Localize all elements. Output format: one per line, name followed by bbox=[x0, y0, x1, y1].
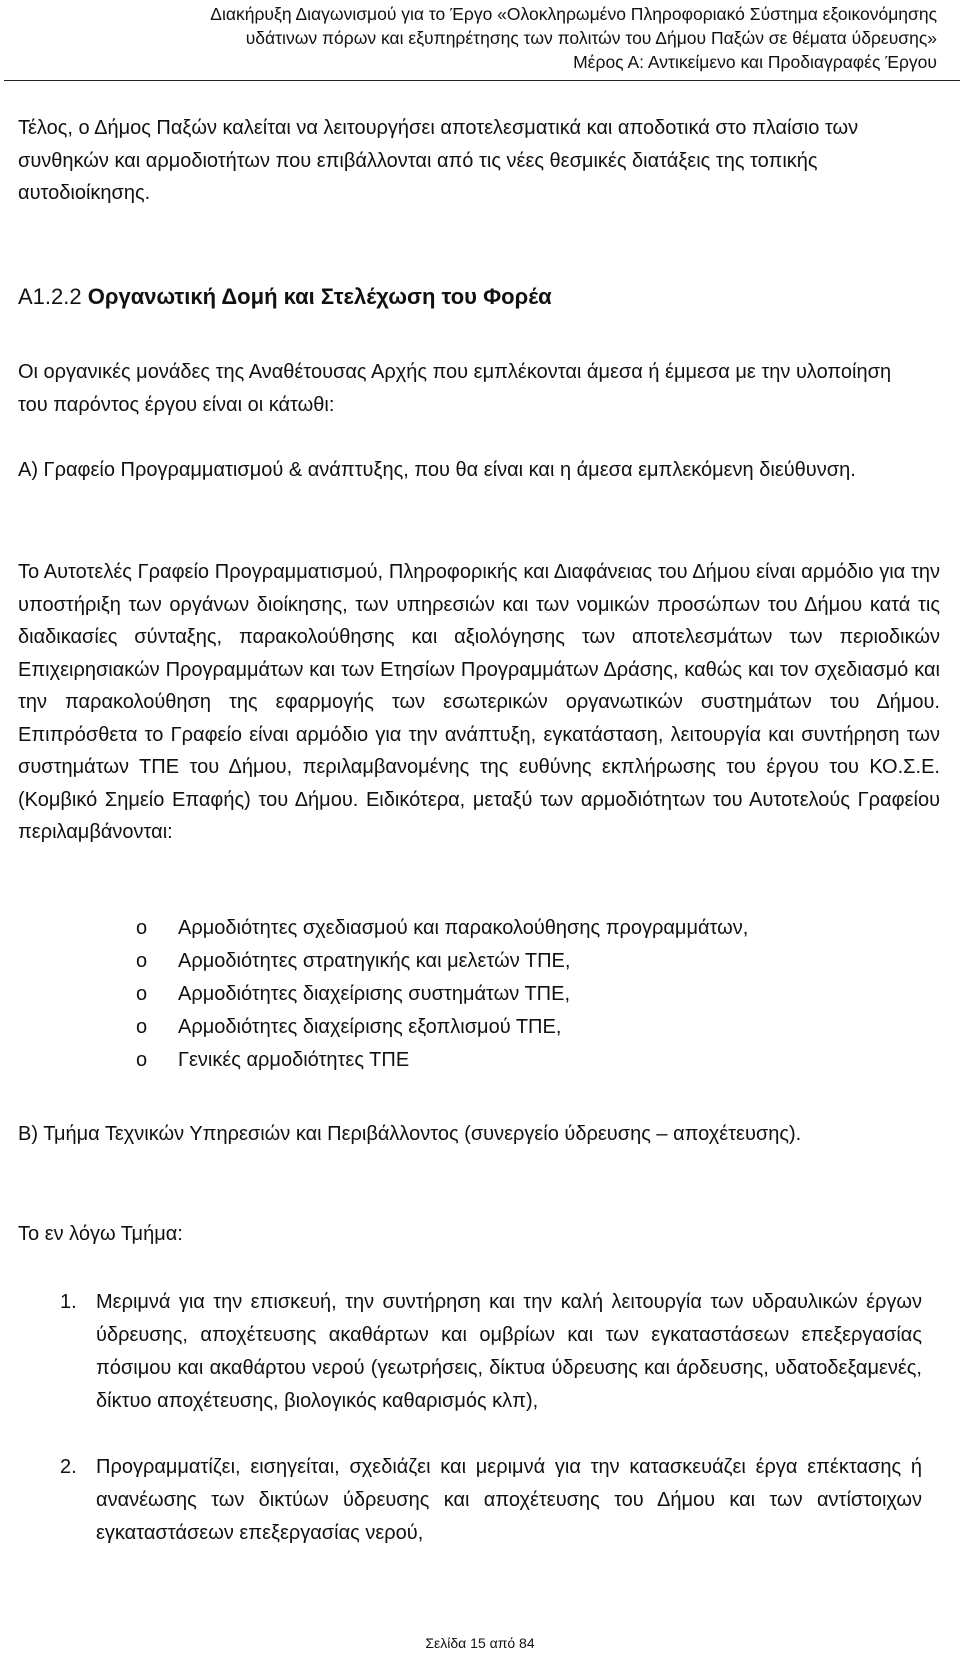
page-number: Σελίδα 15 από 84 bbox=[425, 1635, 535, 1651]
list-item: o Αρμοδιότητες διαχείρισης συστημάτων ΤΠΕ, bbox=[136, 978, 926, 1011]
header-line-3: Μέρος Α: Αντικείμενο και Προδιαγραφές Έργου bbox=[573, 52, 937, 72]
list-item: o Γενικές αρμοδιότητες ΤΠΕ bbox=[136, 1044, 926, 1077]
bullet-marker: o bbox=[136, 983, 148, 1005]
header-line-1: Διακήρυξη Διαγωνισμού για το Έργο «Ολοκληρωμένο Πληροφοριακό Σύστημα εξοικονόμησης bbox=[210, 4, 937, 24]
section-heading bbox=[18, 282, 552, 312]
list-item: 1. Μεριμνά για την επισκευή, την συντήρηση και την καλή λειτουργία των υδραυλικών έργων ύδρευσης, αποχέτευσης ακαθάρτων και ομβρίων και των εγκαταστάσεων επεξεργασίας πόσιμου και ακαθάρτου νερού (γεωτρήσεις, δίκτυα ύδρευσης και άρδευσης, υδατοδεξαμενές, δίκτυο αποχέτευσης, βιολογικός καθαρισμός κλπ), bbox=[60, 1286, 922, 1418]
responsibilities-list bbox=[136, 912, 926, 1077]
header-line-2: υδάτινων πόρων και εξυπηρέτησης των πολιτών του Δήμου Παξών σε θέματα ύδρευσης» bbox=[245, 28, 937, 48]
unit-a-title: Α) Γραφείο Προγραμματισμού & ανάπτυξης, που θα είναι και η άμεσα εμπλεκόμενη διεύθυνση. bbox=[18, 459, 856, 481]
bullet-marker: o bbox=[136, 1016, 148, 1038]
unit-b-subtitle: Το εν λόγω Τμήμα: bbox=[18, 1223, 183, 1245]
list-item: o Αρμοδιότητες στρατηγικής και μελετών ΤΠΕ, bbox=[136, 945, 926, 978]
unit-a-description: Το Αυτοτελές Γραφείο Προγραμματισμού, Πληροφορικής και Διαφάνειας του Δήμου είναι αρμόδιο για την υποστήριξη των οργάνων διοίκησης, των υπηρεσιών και των νομικών προσώπων του Δήμου κατά τις διαδικασίες σύνταξης, παρακολούθησης και αξιολόγησης των αποτελεσμάτων των περιοδικών Επιχειρησιακών Προγραμμάτων και των Ετησίων Προγραμμάτων Δράσης, καθώς και τον σχεδιασμό και την παρακολούθηση της εφαρμογής των εσωτερικών οργανωτικών συστημάτων του Δήμου. Επιπρόσθετα το Γραφείο είναι αρμόδιο για την ανάπτυξη, εγκατάσταση, λειτουργία και συντήρηση των συστημάτων ΤΠΕ του Δήμου, περιλαμβανομένης της ευθύνης εκπλήρωσης του έργου του ΚΟ.Σ.Ε. (Κομβικό Σημείο Επαφής) του Δήμου. Ειδικότερα, μεταξύ των αρμοδιότητων του Αυτοτελούς Γραφείου περιλαμβάνονται: bbox=[18, 561, 940, 843]
list-item: o Αρμοδιότητες διαχείρισης εξοπλισμού ΤΠΕ, bbox=[136, 1011, 926, 1044]
list-item: 2. Προγραμματίζει, εισηγείται, σχεδιάζει και μεριμνά για την κατασκευάζει έργα επέκτασης ή ανανέωσης των δικτύων ύδρευσης και αποχέτευσης του Δήμου και των αντίστοιχων εγκαταστάσεων επεξεργασίας νερού, bbox=[60, 1451, 922, 1550]
intro-paragraph: Τέλος, ο Δήμος Παξών καλείται να λειτουργήσει αποτελεσματικά και αποδοτικά στο πλαίσιο των συνθηκών και αρμοδιοτήτων που επιβάλλονται από τις νέες θεσμικές διατάξεις της τοπικής αυτοδιοίκησης. bbox=[18, 117, 859, 204]
unit-b-title: Β) Τμήμα Τεχνικών Υπηρεσιών και Περιβάλλοντος (συνεργείο ύδρευσης – αποχέτευσης). bbox=[18, 1123, 802, 1145]
list-item: o Αρμοδιότητες σχεδιασμού και παρακολούθησης προγραμμάτων, bbox=[136, 912, 926, 945]
bullet-marker: o bbox=[136, 1049, 148, 1071]
bullet-marker: o bbox=[136, 950, 148, 972]
list-number: 2. bbox=[60, 1456, 77, 1478]
list-number: 1. bbox=[60, 1291, 77, 1313]
header-divider bbox=[4, 80, 960, 81]
units-intro-paragraph: Οι οργανικές μονάδες της Αναθέτουσας Αρχής που εμπλέκονται άμεσα ή έμμεσα με την υλοποίηση του παρόντος έργου είναι οι κάτωθι: bbox=[18, 361, 892, 416]
section-title: Οργανωτική Δομή και Στελέχωση του Φορέα bbox=[87, 284, 552, 309]
document-header bbox=[0, 0, 937, 74]
tasks-list bbox=[60, 1286, 922, 1550]
section-number: Α1.2.2 bbox=[18, 284, 82, 309]
bullet-marker: o bbox=[136, 917, 148, 939]
